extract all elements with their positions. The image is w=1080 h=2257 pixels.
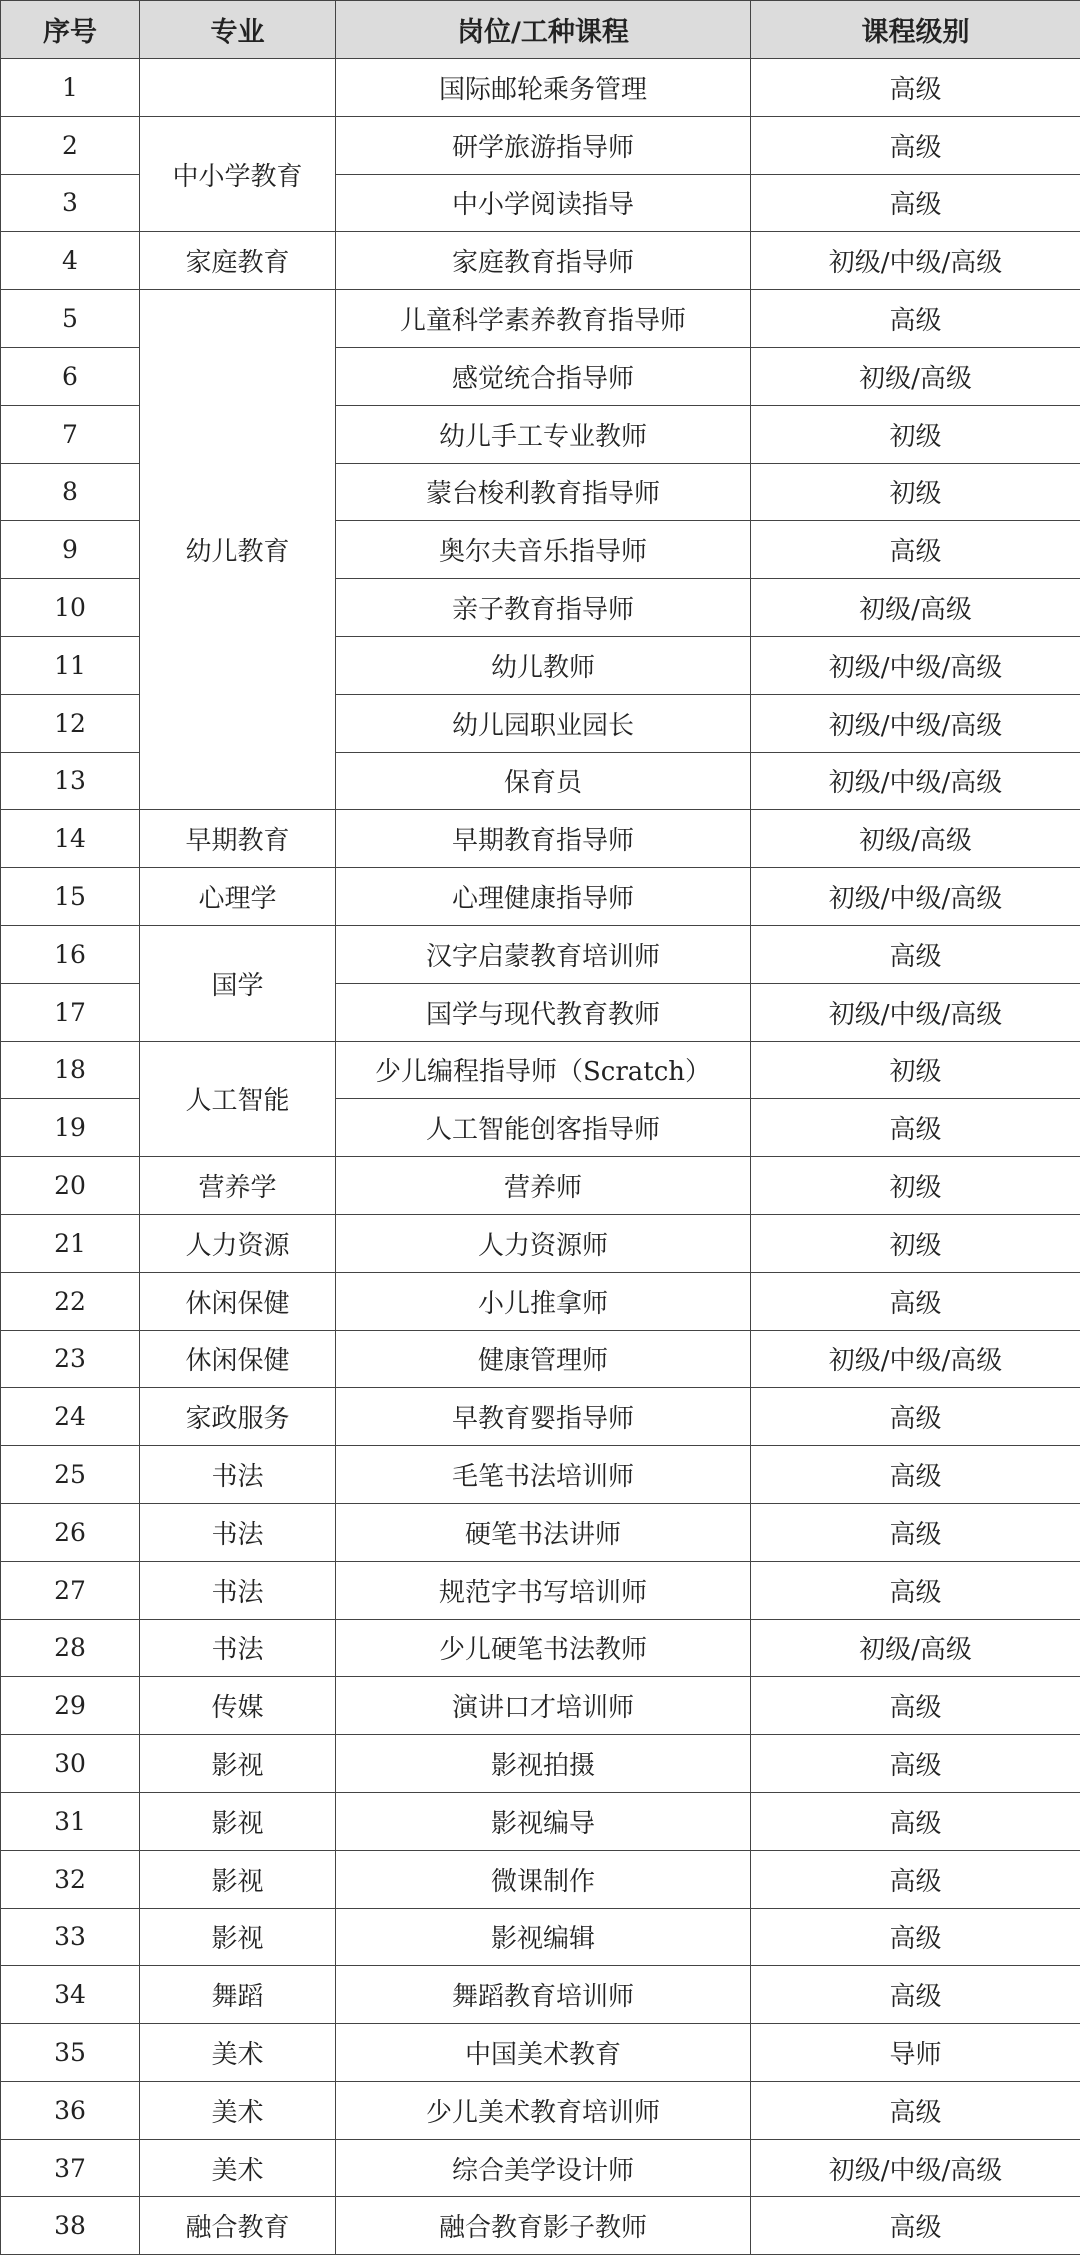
table-row <box>1 1792 1080 1850</box>
cell-level: 初级/中级/高级 <box>751 636 1080 694</box>
cell-level: 高级 <box>751 2197 1080 2255</box>
cell-no: 20 <box>1 1157 140 1215</box>
table-row <box>1 1561 1080 1619</box>
cell-course: 融合教育影子教师 <box>336 2197 751 2255</box>
cell-level: 高级 <box>751 1503 1080 1561</box>
cell-no: 3 <box>1 174 140 232</box>
cell-course: 影视编辑 <box>336 1908 751 1966</box>
cell-no: 32 <box>1 1850 140 1908</box>
cell-course: 健康管理师 <box>336 1330 751 1388</box>
cell-course: 营养师 <box>336 1157 751 1215</box>
cell-level: 高级 <box>751 1446 1080 1504</box>
cell-level: 初级 <box>751 1157 1080 1215</box>
cell-no: 28 <box>1 1619 140 1677</box>
cell-level: 初级/中级/高级 <box>751 694 1080 752</box>
table-row <box>1 1908 1080 1966</box>
header-row <box>1 1 1080 59</box>
cell-level: 初级/高级 <box>751 579 1080 637</box>
cell-major: 美术 <box>140 2081 336 2139</box>
cell-level: 初级 <box>751 1214 1080 1272</box>
cell-no: 36 <box>1 2081 140 2139</box>
cell-course: 少儿硬笔书法教师 <box>336 1619 751 1677</box>
cell-course: 中国美术教育 <box>336 2024 751 2082</box>
cell-course: 奥尔夫音乐指导师 <box>336 521 751 579</box>
cell-no: 4 <box>1 232 140 290</box>
cell-course: 人工智能创客指导师 <box>336 1099 751 1157</box>
cell-no: 10 <box>1 579 140 637</box>
cell-level: 高级 <box>751 1099 1080 1157</box>
cell-major: 家庭教育 <box>140 232 336 290</box>
cell-major: 书法 <box>140 1446 336 1504</box>
cell-major: 舞蹈 <box>140 1966 336 2024</box>
table-row <box>1 1735 1080 1793</box>
cell-major <box>140 59 336 117</box>
cell-major: 传媒 <box>140 1677 336 1735</box>
cell-course: 感觉统合指导师 <box>336 347 751 405</box>
cell-level: 初级 <box>751 1041 1080 1099</box>
cell-level: 初级/中级/高级 <box>751 1330 1080 1388</box>
cell-major: 书法 <box>140 1503 336 1561</box>
cell-course: 国际邮轮乘务管理 <box>336 59 751 117</box>
table-row <box>1 1041 1080 1099</box>
cell-level: 初级 <box>751 405 1080 463</box>
cell-major: 人工智能 <box>140 1041 336 1157</box>
table-row <box>1 1214 1080 1272</box>
cell-major: 影视 <box>140 1850 336 1908</box>
cell-major: 休闲保健 <box>140 1272 336 1330</box>
cell-no: 2 <box>1 116 140 174</box>
table-row <box>1 925 1080 983</box>
cell-course: 幼儿园职业园长 <box>336 694 751 752</box>
cell-no: 29 <box>1 1677 140 1735</box>
cell-major: 营养学 <box>140 1157 336 1215</box>
header-level: 课程级别 <box>751 1 1080 59</box>
cell-course: 少儿编程指导师（Scratch） <box>336 1041 751 1099</box>
cell-course: 国学与现代教育教师 <box>336 983 751 1041</box>
cell-major: 中小学教育 <box>140 116 336 232</box>
table-row <box>1 2024 1080 2082</box>
cell-course: 早期教育指导师 <box>336 810 751 868</box>
cell-course: 少儿美术教育培训师 <box>336 2081 751 2139</box>
table-row <box>1 232 1080 290</box>
table-row <box>1 59 1080 117</box>
table-row <box>1 1388 1080 1446</box>
cell-no: 9 <box>1 521 140 579</box>
table-row <box>1 1619 1080 1677</box>
cell-course: 影视编导 <box>336 1792 751 1850</box>
cell-no: 6 <box>1 347 140 405</box>
cell-major: 书法 <box>140 1619 336 1677</box>
cell-no: 17 <box>1 983 140 1041</box>
cell-no: 11 <box>1 636 140 694</box>
cell-course: 规范字书写培训师 <box>336 1561 751 1619</box>
cell-level: 高级 <box>751 521 1080 579</box>
table-row <box>1 290 1080 348</box>
cell-major: 影视 <box>140 1792 336 1850</box>
cell-major: 美术 <box>140 2139 336 2197</box>
cell-no: 5 <box>1 290 140 348</box>
cell-major: 心理学 <box>140 868 336 926</box>
table-row <box>1 1446 1080 1504</box>
cell-level: 高级 <box>751 174 1080 232</box>
cell-course: 小儿推拿师 <box>336 1272 751 1330</box>
table-row <box>1 1503 1080 1561</box>
cell-major: 人力资源 <box>140 1214 336 1272</box>
cell-course: 心理健康指导师 <box>336 868 751 926</box>
cell-level: 高级 <box>751 1908 1080 1966</box>
table-row <box>1 1330 1080 1388</box>
cell-course: 家庭教育指导师 <box>336 232 751 290</box>
cell-level: 初级/中级/高级 <box>751 2139 1080 2197</box>
cell-level: 初级/中级/高级 <box>751 868 1080 926</box>
cell-no: 7 <box>1 405 140 463</box>
cell-no: 13 <box>1 752 140 810</box>
cell-level: 高级 <box>751 1850 1080 1908</box>
header-no: 序号 <box>1 1 140 59</box>
cell-major: 书法 <box>140 1561 336 1619</box>
cell-course: 硬笔书法讲师 <box>336 1503 751 1561</box>
cell-course: 亲子教育指导师 <box>336 579 751 637</box>
cell-course: 早教育婴指导师 <box>336 1388 751 1446</box>
cell-level: 高级 <box>751 1677 1080 1735</box>
cell-major: 影视 <box>140 1908 336 1966</box>
cell-level: 高级 <box>751 290 1080 348</box>
table-row <box>1 1677 1080 1735</box>
table-row <box>1 2197 1080 2255</box>
cell-no: 34 <box>1 1966 140 2024</box>
table-row <box>1 810 1080 868</box>
cell-major: 影视 <box>140 1735 336 1793</box>
cell-course: 保育员 <box>336 752 751 810</box>
table-row <box>1 116 1080 174</box>
cell-no: 18 <box>1 1041 140 1099</box>
cell-no: 15 <box>1 868 140 926</box>
cell-level: 初级 <box>751 463 1080 521</box>
cell-no: 31 <box>1 1792 140 1850</box>
cell-major: 国学 <box>140 925 336 1041</box>
cell-course: 蒙台梭利教育指导师 <box>336 463 751 521</box>
cell-level: 高级 <box>751 2081 1080 2139</box>
header-course: 岗位/工种课程 <box>336 1 751 59</box>
table-row <box>1 2081 1080 2139</box>
cell-course: 汉字启蒙教育培训师 <box>336 925 751 983</box>
table-row <box>1 2139 1080 2197</box>
cell-level: 初级/高级 <box>751 810 1080 868</box>
cell-no: 14 <box>1 810 140 868</box>
cell-major: 休闲保健 <box>140 1330 336 1388</box>
cell-course: 儿童科学素养教育指导师 <box>336 290 751 348</box>
cell-no: 21 <box>1 1214 140 1272</box>
header-major: 专业 <box>140 1 336 59</box>
cell-course: 研学旅游指导师 <box>336 116 751 174</box>
cell-major: 早期教育 <box>140 810 336 868</box>
cell-no: 16 <box>1 925 140 983</box>
cell-no: 35 <box>1 2024 140 2082</box>
cell-course: 幼儿教师 <box>336 636 751 694</box>
cell-level: 高级 <box>751 1561 1080 1619</box>
cell-level: 初级/高级 <box>751 347 1080 405</box>
cell-level: 高级 <box>751 1272 1080 1330</box>
cell-no: 8 <box>1 463 140 521</box>
cell-level: 高级 <box>751 1735 1080 1793</box>
cell-level: 高级 <box>751 1966 1080 2024</box>
cell-level: 初级/高级 <box>751 1619 1080 1677</box>
cell-course: 演讲口才培训师 <box>336 1677 751 1735</box>
cell-level: 初级/中级/高级 <box>751 983 1080 1041</box>
table-row <box>1 1272 1080 1330</box>
cell-level: 初级/中级/高级 <box>751 752 1080 810</box>
cell-course: 人力资源师 <box>336 1214 751 1272</box>
cell-no: 1 <box>1 59 140 117</box>
cell-course: 综合美学设计师 <box>336 2139 751 2197</box>
cell-course: 微课制作 <box>336 1850 751 1908</box>
cell-no: 22 <box>1 1272 140 1330</box>
cell-level: 高级 <box>751 1388 1080 1446</box>
table-row <box>1 1850 1080 1908</box>
cell-no: 12 <box>1 694 140 752</box>
cell-no: 25 <box>1 1446 140 1504</box>
cell-level: 高级 <box>751 925 1080 983</box>
cell-no: 27 <box>1 1561 140 1619</box>
cell-no: 30 <box>1 1735 140 1793</box>
cell-level: 高级 <box>751 1792 1080 1850</box>
table-row <box>1 1157 1080 1215</box>
cell-course: 舞蹈教育培训师 <box>336 1966 751 2024</box>
cell-no: 26 <box>1 1503 140 1561</box>
cell-no: 33 <box>1 1908 140 1966</box>
cell-no: 37 <box>1 2139 140 2197</box>
cell-no: 19 <box>1 1099 140 1157</box>
cell-level: 导师 <box>751 2024 1080 2082</box>
table-row <box>1 1966 1080 2024</box>
cell-level: 高级 <box>751 116 1080 174</box>
cell-course: 幼儿手工专业教师 <box>336 405 751 463</box>
cell-no: 24 <box>1 1388 140 1446</box>
cell-course: 中小学阅读指导 <box>336 174 751 232</box>
cell-major: 家政服务 <box>140 1388 336 1446</box>
cell-no: 23 <box>1 1330 140 1388</box>
cell-course: 影视拍摄 <box>336 1735 751 1793</box>
cell-no: 38 <box>1 2197 140 2255</box>
cell-level: 初级/中级/高级 <box>751 232 1080 290</box>
cell-major: 幼儿教育 <box>140 290 336 810</box>
cell-major: 美术 <box>140 2024 336 2082</box>
cell-level: 高级 <box>751 59 1080 117</box>
cell-major: 融合教育 <box>140 2197 336 2255</box>
table-row <box>1 868 1080 926</box>
cell-course: 毛笔书法培训师 <box>336 1446 751 1504</box>
